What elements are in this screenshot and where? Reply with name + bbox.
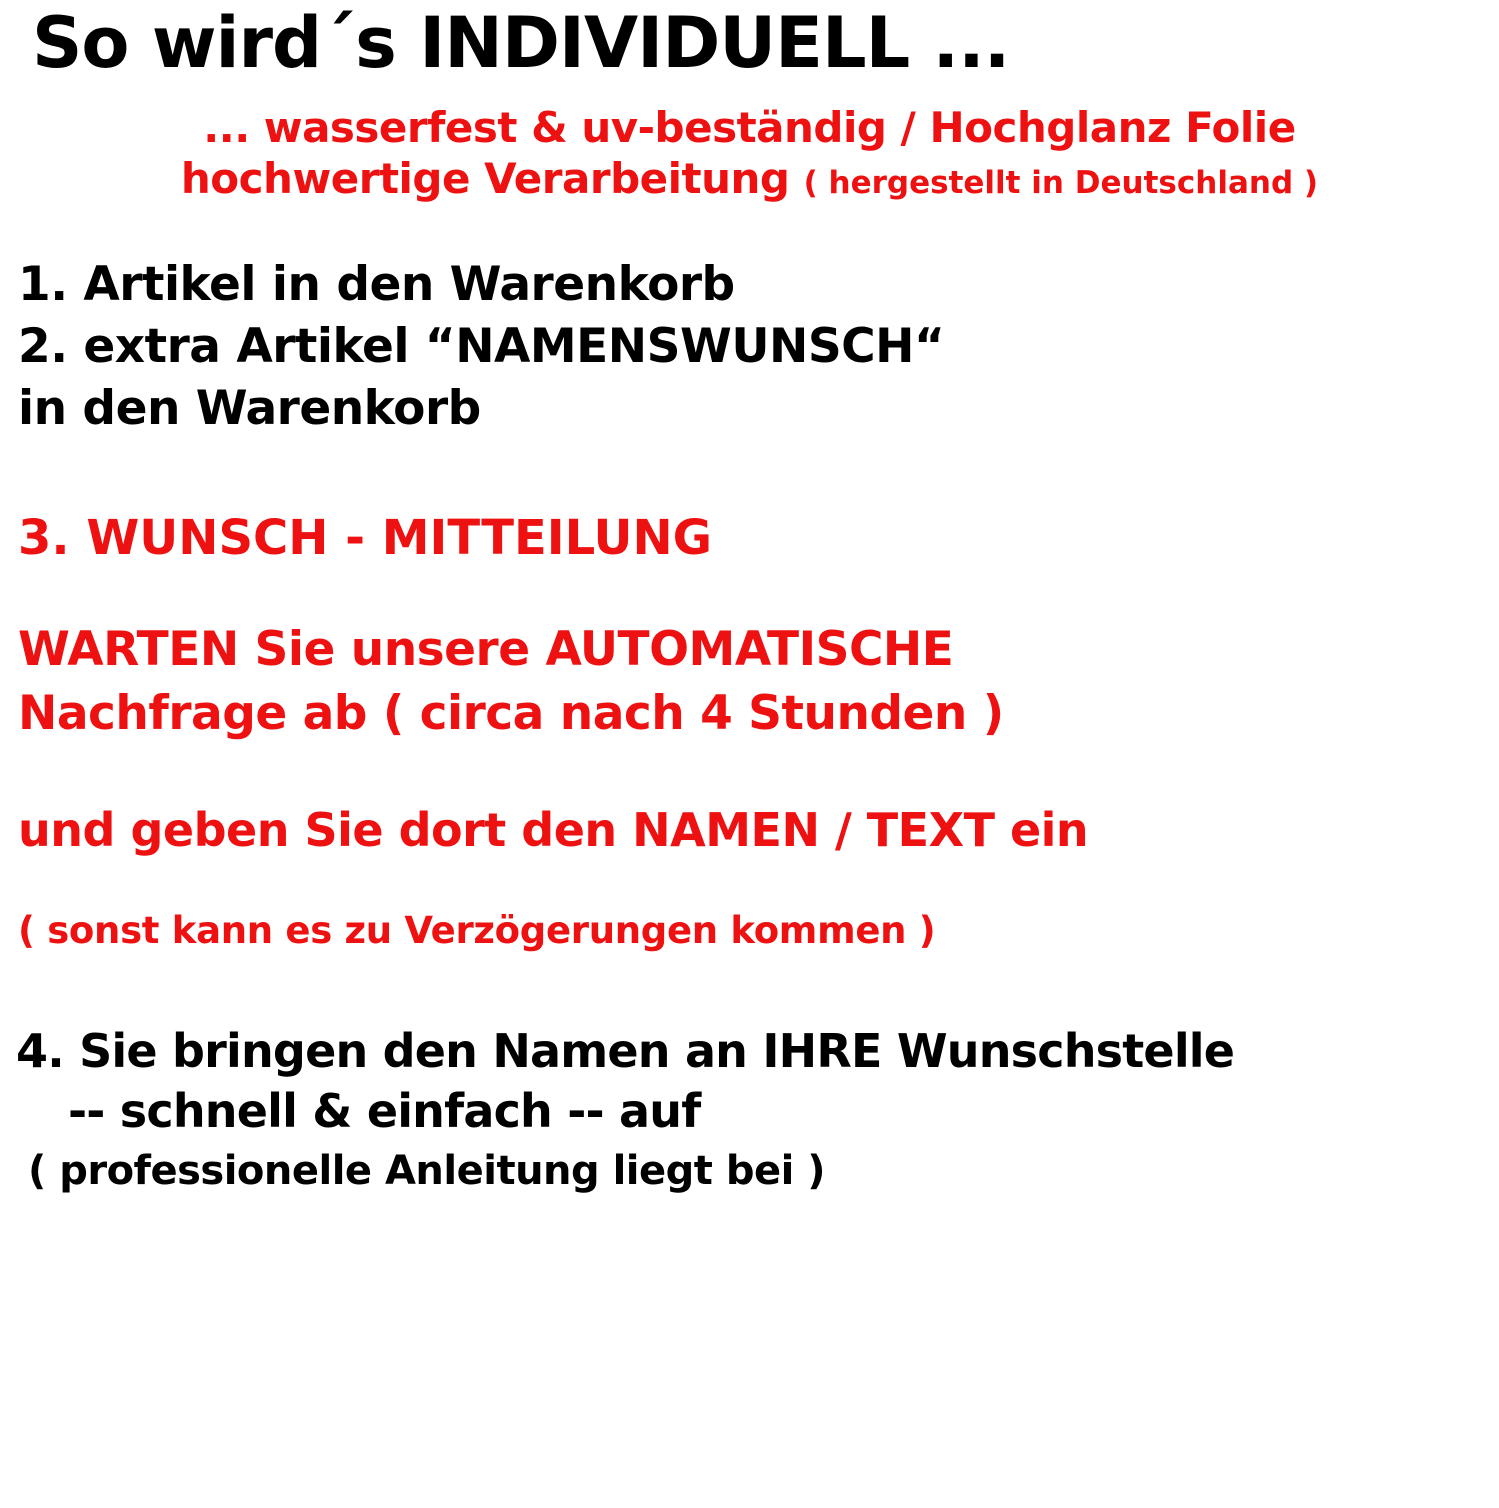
subtitle-line-2-main: hochwertige Verarbeitung <box>180 154 790 204</box>
step-item-1: 1. Artikel in den Warenkorb <box>18 257 735 313</box>
instruction-poster <box>0 2 1499 1508</box>
wait-paragraph-line-2: Nachfrage ab ( circa nach 4 Stunden ) <box>18 685 1004 741</box>
steps-list <box>18 254 1485 440</box>
step-3-heading: 3. WUNSCH - MITTEILUNG <box>18 510 713 567</box>
delay-note: ( sonst kann es zu Verzögerungen kommen ) <box>18 909 936 953</box>
step-item-2: 2. extra Artikel “NAMENSWUNSCH“ <box>18 319 945 375</box>
page-title: So wird´s INDIVIDUELL ... <box>32 2 1010 84</box>
subtitle-line-1: ... wasserfest & uv-beständig / Hochglanz Folie <box>203 103 1296 152</box>
step-item-2-continuation: in den Warenkorb <box>18 381 481 437</box>
step-4-line-3: ( professionelle Anleitung liegt bei ) <box>28 1148 825 1195</box>
wait-paragraph-line-1: WARTEN Sie unsere AUTOMATISCHE <box>18 622 954 678</box>
step-4-line-1: 4. Sie bringen den Namen an IHRE Wunschstelle <box>16 1024 1235 1079</box>
subtitle-line-2-note: ( hergestellt in Deutschland ) <box>803 165 1319 202</box>
enter-text-line: und geben Sie dort den NAMEN / TEXT ein <box>18 803 1089 858</box>
subtitle-line-2 <box>14 155 1485 202</box>
step-4-block <box>16 1024 1485 1194</box>
wait-paragraph <box>18 618 1485 745</box>
step-4-line-2: -- schnell & einfach -- auf <box>68 1084 701 1139</box>
subtitle-block <box>14 104 1485 202</box>
